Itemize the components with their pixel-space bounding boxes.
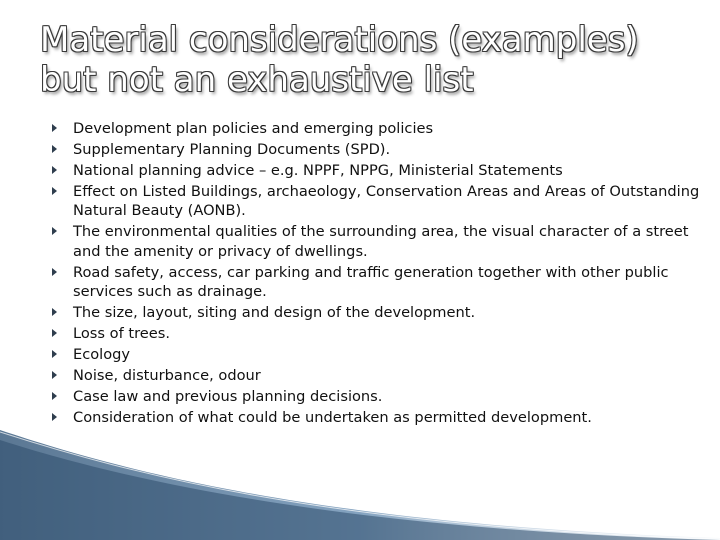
title-line-1: Material considerations (examples) [40, 20, 639, 60]
bullet-text: The environmental qualities of the surrounding area, the visual character of a street and the amenity or privacy of dwellings. [73, 223, 689, 260]
triangle-right-icon [52, 227, 57, 235]
triangle-right-icon [52, 350, 57, 358]
slide-title [40, 20, 700, 100]
triangle-right-icon [52, 187, 57, 195]
bullet-text: Development plan policies and emerging policies [73, 120, 434, 137]
title-line-2: but not an exhaustive list [40, 60, 474, 100]
bullet-item [52, 182, 712, 221]
triangle-right-icon [52, 392, 57, 400]
triangle-right-icon [52, 124, 57, 132]
triangle-right-icon [52, 308, 57, 316]
bullet-text: The size, layout, siting and design of the development. [73, 304, 476, 322]
bullet-item [52, 345, 712, 364]
triangle-right-icon [52, 329, 57, 337]
bullet-item [52, 324, 712, 343]
bullet-text: Case law and previous planning decisions. [73, 388, 383, 406]
triangle-right-icon [52, 371, 57, 379]
triangle-right-icon [52, 166, 57, 174]
bullet-item [52, 161, 712, 180]
triangle-right-icon [52, 268, 57, 276]
bullet-item [52, 408, 712, 427]
bullet-text: Loss of trees. [73, 325, 170, 343]
triangle-right-icon [52, 145, 57, 153]
bullet-item [52, 366, 712, 385]
bullet-list [52, 119, 712, 429]
bullet-item [52, 119, 712, 138]
bullet-text: Ecology [73, 346, 131, 364]
bullet-item [52, 222, 712, 261]
bullet-text: Noise, disturbance, odour [73, 367, 261, 385]
bullet-text: Effect on Listed Buildings, archaeology, Conservation Areas and Areas of Outstanding Natural Beauty (AONB). [73, 183, 700, 220]
bullet-item [52, 303, 712, 322]
bullet-text: Consideration of what could be undertaken as permitted development. [73, 409, 592, 427]
bullet-item [52, 263, 712, 302]
bullet-item [52, 387, 712, 406]
triangle-right-icon [52, 413, 57, 421]
decorative-swoosh [0, 430, 720, 540]
bullet-text: Road safety, access, car parking and traffic generation together with other public services such as drainage. [73, 263, 669, 301]
bullet-text: Supplementary Planning Documents (SPD). [73, 141, 391, 158]
bullet-text: National planning advice – e.g. NPPF, NPPG, Ministerial Statements [73, 162, 563, 179]
bullet-item [52, 140, 712, 159]
